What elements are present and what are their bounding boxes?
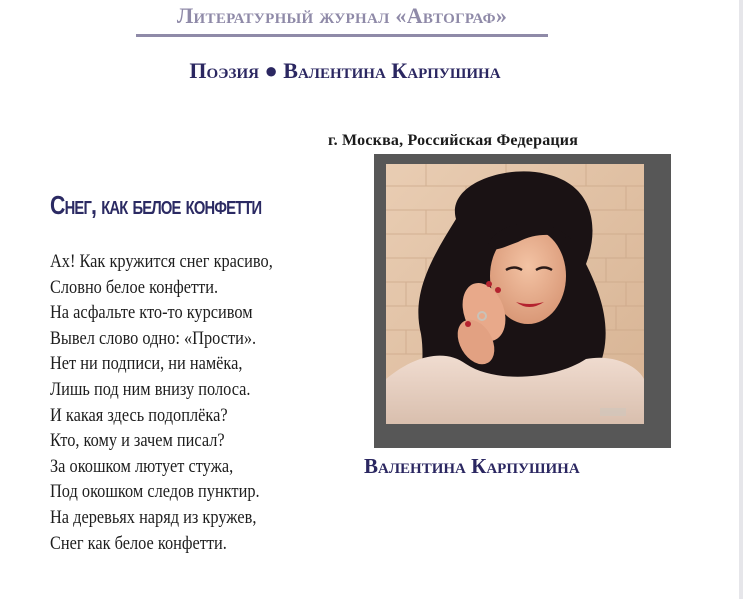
poem-line: Ах! Как кружится снег красиво, bbox=[50, 251, 273, 272]
poem-line: Кто, кому и зачем писал? bbox=[50, 430, 225, 452]
poem-title: Снег, как белое конфетти bbox=[50, 190, 262, 220]
poem-line: Вывел слово одно: «Прости». bbox=[50, 327, 257, 349]
journal-title: Литературный журнал «Автограф» bbox=[176, 3, 508, 28]
author-portrait-photo bbox=[386, 164, 644, 424]
poem-line: И какая здесь подоплёка? bbox=[50, 404, 228, 426]
poem-line: Нет ни подписи, ни намёка, bbox=[50, 353, 243, 375]
poem-line: Лишь под ним внизу полоса. bbox=[50, 378, 251, 400]
section-title: Поэзия ● Валентина Карпушина bbox=[189, 58, 501, 83]
poem-line: За окошком лютует стужа, bbox=[50, 455, 234, 477]
poem-line: Под окошком следов пунктир. bbox=[50, 481, 260, 503]
poem-body bbox=[50, 249, 350, 556]
poem-line: Словно белое конфетти. bbox=[50, 276, 219, 298]
header-divider bbox=[136, 34, 548, 37]
author-location: г. Москва, Российская Федерация bbox=[328, 132, 579, 149]
author-name-caption: Валентина Карпушина bbox=[364, 454, 580, 478]
poem-line: На асфальте кто-то курсивом bbox=[50, 302, 253, 324]
poem-line: На деревьях наряд из кружев, bbox=[50, 506, 257, 528]
author-photo-frame bbox=[374, 154, 671, 448]
poem-line: Снег как белое конфетти. bbox=[50, 532, 227, 554]
page-edge bbox=[739, 0, 743, 599]
